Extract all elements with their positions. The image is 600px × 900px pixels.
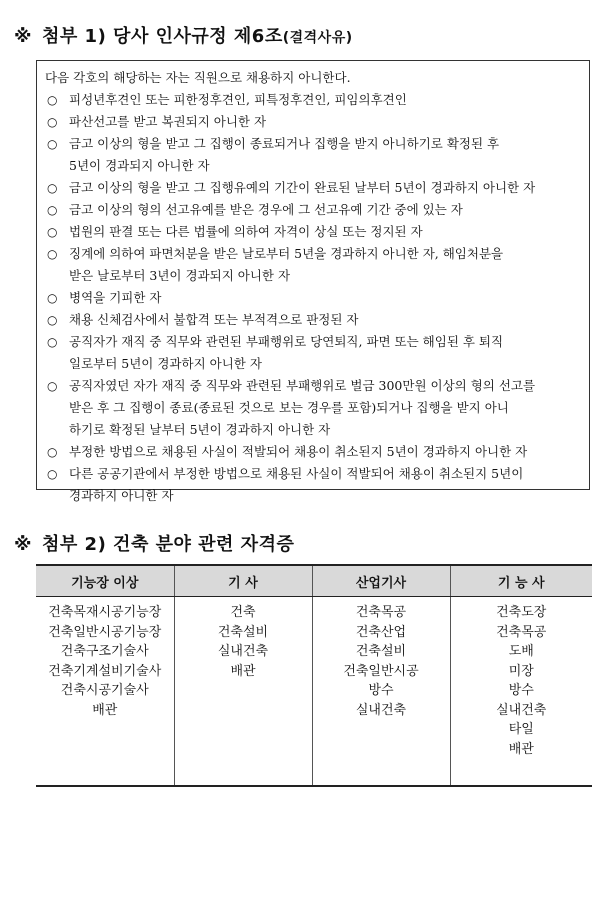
disqualification-intro: 다음 각호의 해당하는 자는 직원으로 채용하지 아니한다.: [45, 70, 351, 85]
certificate-name: 도배: [508, 644, 534, 659]
section1-heading: [14, 22, 353, 48]
disqualification-item-text: 금고 이상의 형을 받고 그 집행이 종료되거나 집행을 받지 아니하기로 확정된 후: [69, 136, 500, 151]
disqualification-item-text: 징계에 의하여 파면처분을 받은 날로부터 5년을 경과하지 아니한 자, 해임처분을: [69, 246, 504, 261]
certificate-table-row: [36, 597, 592, 787]
disqualification-item-text: 채용 신체검사에서 불합격 또는 부적격으로 판정된 자: [69, 312, 359, 327]
certificate-name: 건축설비: [217, 624, 269, 640]
certificate-name: 타일: [508, 722, 534, 737]
disqualification-item: [45, 177, 585, 199]
disqualification-item-text: 금고 이상의 형을 받고 그 집행유예의 기간이 완료된 날부터 5년이 경과하지 아니한 자: [69, 180, 536, 195]
disqualification-item-text: 공직자였던 자가 재직 중 직무와 관련된 부패행위로 벌금 300만원 이상의 형의 선고를: [69, 378, 536, 393]
certificate-column: [36, 597, 174, 787]
certificate-column: [174, 597, 312, 787]
disqualification-item: [45, 221, 585, 243]
bullet-circle: ○: [47, 467, 58, 481]
disqualification-item: [45, 243, 585, 287]
certificate-name: 건축구조기술사: [60, 644, 149, 659]
certificate-name: 미장: [508, 663, 534, 679]
certificate-name: 건축목공: [496, 624, 547, 640]
bullet-circle: ○: [47, 445, 58, 459]
certificate-name: 건축일반시공기능장: [48, 624, 162, 640]
disqualification-box: [36, 60, 590, 503]
certificate-name: 방수: [508, 683, 534, 698]
section2-title: 첨부 2) 건축 분야 관련 자격증: [42, 534, 295, 555]
disqualification-item: [45, 375, 585, 441]
certificate-table-header-row: [36, 565, 592, 597]
bullet-circle: ○: [47, 247, 58, 261]
column-header-craftsman: 기 능 사: [450, 565, 592, 597]
disqualification-item-text: 다른 공공기관에서 부정한 방법으로 채용된 사실이 적발되어 채용이 취소된지 5년이: [69, 466, 524, 481]
column-header-engineer: 기 사: [174, 565, 312, 597]
certificate-name: 건축도장: [496, 605, 547, 620]
bullet-circle: ○: [47, 379, 58, 393]
bullet-circle: ○: [47, 313, 58, 327]
certificate-name: 건축일반시공: [343, 663, 419, 679]
certificate-name: 배관: [230, 663, 256, 679]
disqualification-item: [45, 89, 585, 111]
bullet-circle: ○: [47, 291, 58, 305]
disqualification-item-text: 부정한 방법으로 채용된 사실이 적발되어 채용이 취소된지 5년이 경과하지 아니한 자: [69, 444, 528, 459]
bullet-circle: ○: [47, 181, 58, 195]
disqualification-item-text: 받은 날로부터 3년이 경과되지 아니한 자: [69, 268, 291, 283]
disqualification-item-text: 5년이 경과되지 아니한 자: [69, 158, 210, 173]
disqualification-item: [45, 133, 585, 177]
disqualification-item: [45, 111, 585, 133]
disqualification-item-text: 피성년후견인 또는 피한정후견인, 피특정후견인, 피임의후견인: [69, 92, 407, 107]
bullet-circle: ○: [47, 335, 58, 349]
certificate-name: 배관: [92, 702, 118, 718]
certificate-name: 건축목공: [355, 605, 407, 620]
disqualification-item: [45, 463, 585, 507]
certificate-name: 실내건축: [496, 702, 547, 718]
reference-mark: ※: [14, 534, 32, 555]
certificate-column: [450, 597, 592, 787]
certificate-name: 건축: [230, 605, 256, 620]
bullet-circle: ○: [47, 225, 58, 239]
column-header-master: 기능장 이상: [36, 565, 174, 597]
disqualification-item: [45, 287, 585, 309]
certificate-name: 건축산업: [355, 624, 407, 640]
section1-title-suffix: (결격사유): [282, 30, 353, 46]
disqualification-item: [45, 309, 585, 331]
column-header-industrial-engineer: 산업기사: [312, 565, 450, 597]
disqualification-item-text: 경과하지 아니한 자: [69, 488, 174, 503]
bullet-circle: ○: [47, 203, 58, 217]
certificate-column: [312, 597, 450, 787]
disqualification-list: [45, 89, 585, 507]
certificate-name: 건축설비: [355, 644, 407, 659]
bullet-circle: ○: [47, 115, 58, 129]
disqualification-item-text: 공직자가 재직 중 직무와 관련된 부패행위로 당연퇴직, 파면 또는 해임된 후 퇴직: [69, 334, 504, 349]
certificate-name: 건축시공기술사: [60, 683, 149, 698]
bullet-circle: ○: [47, 93, 58, 107]
disqualification-item: [45, 331, 585, 375]
disqualification-item-text: 금고 이상의 형의 선고유예를 받은 경우에 그 선고유예 기간 중에 있는 자: [69, 202, 463, 217]
certificate-name: 실내건축: [217, 644, 269, 659]
certificate-name: 건축기계설비기술사: [48, 663, 162, 679]
disqualification-item-text: 하기로 확정된 날부터 5년이 경과하지 아니한 자: [69, 422, 331, 437]
reference-mark: ※: [14, 26, 32, 47]
certificate-name: 실내건축: [355, 702, 407, 718]
certificate-name: 건축목재시공기능장: [48, 605, 162, 620]
certificate-name: 배관: [508, 741, 534, 757]
section1-title: 첨부 1) 당사 인사규정 제6조: [42, 26, 283, 47]
disqualification-item-text: 법원의 판결 또는 다른 법률에 의하여 자격이 상실 또는 정지된 자: [69, 224, 423, 239]
disqualification-item-text: 파산선고를 받고 복권되지 아니한 자: [69, 114, 267, 129]
certificate-table: [36, 564, 592, 787]
bullet-circle: ○: [47, 137, 58, 151]
section2-heading: [14, 530, 294, 556]
disqualification-item-text: 일로부터 5년이 경과하지 아니한 자: [69, 356, 262, 371]
certificate-name: 방수: [368, 683, 394, 698]
disqualification-item: [45, 441, 585, 463]
disqualification-item-text: 받은 후 그 집행이 종료(종료된 것으로 보는 경우를 포함)되거나 집행을 받지 아니: [69, 400, 509, 415]
disqualification-item: [45, 199, 585, 221]
disqualification-item-text: 병역을 기피한 자: [69, 290, 162, 305]
